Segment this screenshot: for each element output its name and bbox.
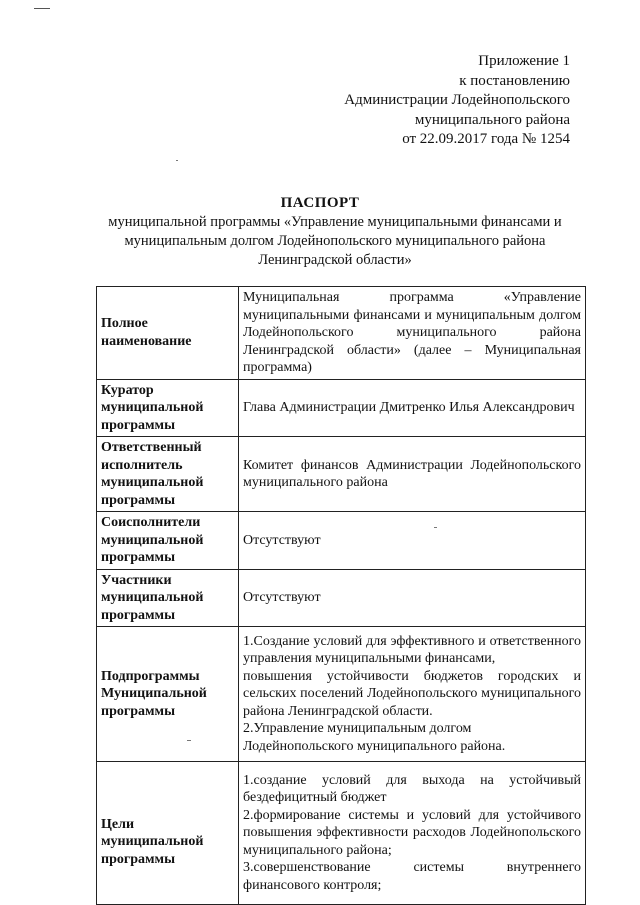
row-value: Отсутствуют (239, 569, 586, 627)
row-value: Отсутствуют (239, 512, 586, 570)
appendix-line: от 22.09.2017 года № 1254 (402, 131, 570, 147)
table-row (97, 569, 586, 627)
row-label: Куратор муниципальной программы (97, 379, 239, 437)
value-line: 2.Управление муниципальным долгом (243, 721, 472, 737)
table-row (97, 512, 586, 570)
scan-speck (176, 160, 178, 161)
appendix-header (344, 52, 570, 150)
row-label: Цели муниципальной программы (97, 762, 239, 905)
row-label: Полное наименование (97, 287, 239, 380)
value-line: 1.Создание условий для эффективного и ответственного управления муниципальными финансами, (243, 633, 581, 667)
appendix-line: Приложение 1 (478, 53, 570, 69)
appendix-line: к постановлению (459, 72, 570, 89)
document-subtitle (100, 213, 570, 270)
row-value: Комитет финансов Администрации Лодейнопольского муниципального района (239, 437, 586, 512)
subtitle-line: Ленинградской области» (258, 252, 412, 268)
row-value (239, 762, 586, 905)
subtitle-line: муниципальным долгом Лодейнопольского муниципального района (124, 233, 546, 249)
table-row (97, 379, 586, 437)
document-title: ПАСПОРТ (280, 195, 360, 211)
table-row (97, 287, 586, 380)
row-label: Ответственный исполнитель муниципальной программы (97, 437, 239, 512)
table-row (97, 437, 586, 512)
table-row (97, 627, 586, 762)
table-row (97, 762, 586, 905)
value-line: 1.создание условий для выхода на устойчивый бездефицитный бюджет (243, 772, 581, 806)
row-value: Муниципальная программа «Управление муниципальными финансами и муниципальным долгом Лодейнопольского муниципального района Ленинградской области» (далее – Муниципальная программа) (239, 287, 586, 380)
row-label: Соисполнители муниципальной программы (97, 512, 239, 570)
value-line: Лодейнопольского муниципального района. (243, 738, 506, 754)
row-label: Подпрограммы Муниципальной программы (97, 627, 239, 762)
row-value: Глава Администрации Дмитренко Илья Александрович (239, 379, 586, 437)
passport-table (96, 286, 586, 905)
subtitle-line: муниципальной программы «Управление муниципальными финансами и (108, 214, 562, 230)
value-line: 3.совершенствование системы внутреннего финансового контроля; (243, 860, 581, 893)
row-value (239, 627, 586, 762)
scan-mark (34, 8, 50, 9)
appendix-line: муниципального района (414, 111, 570, 128)
row-label: Участники муниципальной программы (97, 569, 239, 627)
value-line: 2.формирование системы и условий для устойчивого повышения эффективности расходов Лодейнопольского муниципального района; (243, 807, 581, 858)
value-line: повышения устойчивости бюджетов городских и сельских поселений Лодейнопольского муниципального района Ленинградской области. (243, 668, 581, 719)
appendix-line: Администрации Лодейнопольского (344, 92, 570, 108)
